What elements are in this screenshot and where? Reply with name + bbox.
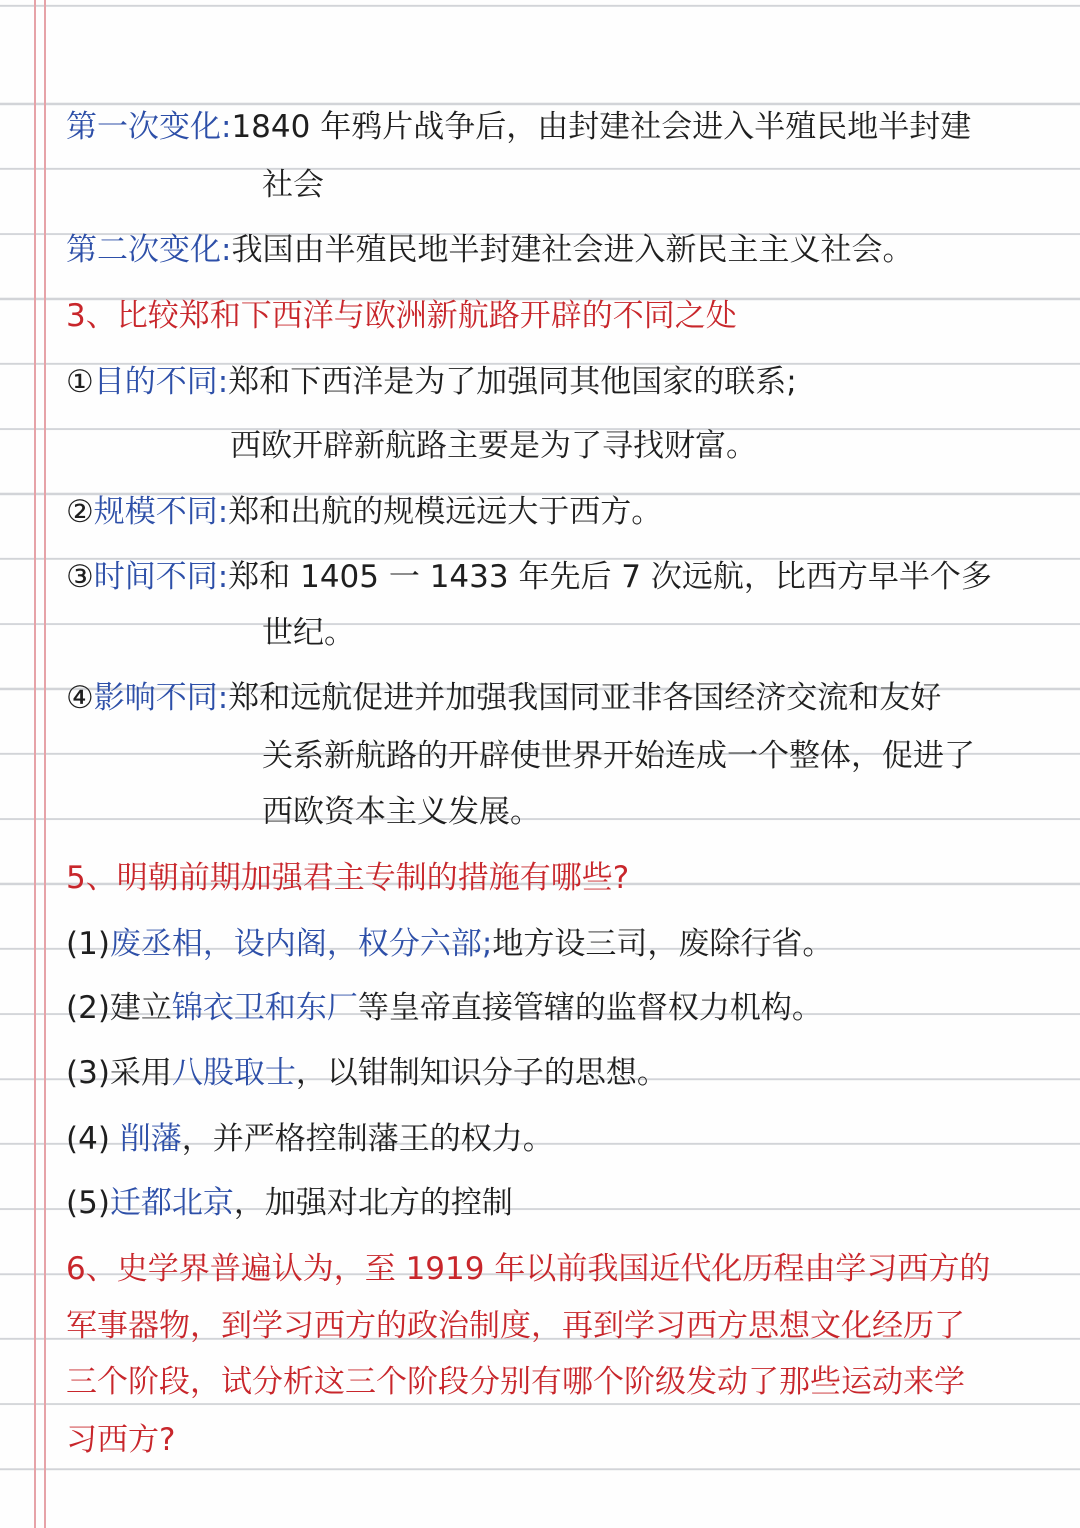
measure-3-text: ，以钳制知识分子的思想。	[295, 1055, 668, 1091]
measure-1-line	[66, 924, 833, 964]
measure-3-highlight: 八股取士	[171, 1055, 296, 1091]
difference-impact-text-cont: 关系新航路的开辟使世界开始连成一个整体，促进了	[262, 738, 975, 774]
item-number: ①	[66, 364, 94, 400]
measure-5-highlight: 迁都北京	[109, 1185, 234, 1221]
measure-3-line	[66, 1053, 668, 1093]
difference-time-continuation	[262, 613, 355, 653]
first-change-text: 1840 年鸦片战争后，由封建社会进入半殖民地半封建	[231, 109, 972, 145]
second-change-line	[66, 230, 913, 270]
difference-purpose-line	[66, 362, 797, 402]
measure-2-highlight: 锦衣卫和东厂	[171, 990, 358, 1026]
question-6-line-2: 军事器物，到学习西方的政治制度，再到学习西方思想文化经历了	[66, 1308, 965, 1344]
difference-scale-label: 规模不同:	[93, 494, 229, 530]
question-5-heading: 5、明朝前期加强君主专制的措施有哪些?	[66, 860, 630, 896]
difference-time-text: 郑和 1405 一 1433 年先后 7 次远航，比西方早半个多	[228, 559, 992, 595]
item-number: (2)	[66, 990, 110, 1026]
difference-impact-label: 影响不同:	[93, 680, 229, 716]
measure-5-text: ，加强对北方的控制	[233, 1185, 513, 1221]
item-number: (4)	[66, 1121, 120, 1157]
first-change-line	[66, 107, 971, 147]
difference-impact-line	[66, 678, 941, 718]
item-number: ④	[66, 680, 94, 716]
measure-1-text: 地方设三司，废除行省。	[492, 926, 834, 962]
measure-2-prefix: 建立	[109, 990, 172, 1026]
measure-2-text: 等皇帝直接管辖的监督权力机构。	[357, 990, 823, 1026]
second-change-label: 第二次变化:	[66, 232, 232, 268]
difference-scale-line	[66, 492, 662, 532]
first-change-continuation	[262, 165, 324, 205]
difference-purpose-continuation	[230, 426, 757, 466]
item-number: ②	[66, 494, 94, 530]
question-6-line-4: 习西方?	[66, 1422, 176, 1458]
measure-3-prefix: 采用	[109, 1055, 172, 1091]
difference-purpose-text-cont: 西欧开辟新航路主要是为了寻找财富。	[230, 428, 757, 464]
measure-2-line	[66, 988, 823, 1028]
difference-impact-continuation-1	[262, 736, 975, 776]
item-number: (3)	[66, 1055, 110, 1091]
difference-purpose-text: 郑和下西洋是为了加强同其他国家的联系;	[228, 364, 797, 400]
first-change-text-cont: 社会	[262, 167, 324, 203]
margin-line-right	[44, 0, 46, 1528]
question-3-heading: 3、比较郑和下西洋与欧洲新航路开辟的不同之处	[66, 298, 737, 334]
measure-4-highlight: 削藩	[119, 1121, 182, 1157]
difference-time-text-cont: 世纪。	[262, 615, 355, 651]
question-6-line-1: 6、史学界普遍认为，至 1919 年以前我国近代化历程由学习西方的	[66, 1251, 991, 1287]
question-6-line-3: 三个阶段，试分析这三个阶段分别有哪个阶级发动了那些运动来学	[66, 1364, 965, 1400]
item-number: (5)	[66, 1185, 110, 1221]
measure-5-line	[66, 1183, 513, 1223]
measure-4-line	[66, 1119, 554, 1159]
difference-scale-text: 郑和出航的规模远远大于西方。	[228, 494, 663, 530]
item-number: (1)	[66, 926, 110, 962]
second-change-text: 我国由半殖民地半封建社会进入新民主主义社会。	[231, 232, 914, 268]
difference-time-line	[66, 557, 992, 597]
difference-time-label: 时间不同:	[93, 559, 229, 595]
item-number: ③	[66, 559, 94, 595]
measure-1-highlight: 废丞相，设内阁，权分六部;	[109, 926, 493, 962]
difference-impact-continuation-2	[262, 792, 541, 832]
measure-4-text: ，并严格控制藩王的权力。	[181, 1121, 554, 1157]
difference-impact-text: 郑和远航促进并加强我国同亚非各国经济交流和友好	[228, 680, 942, 716]
margin-line-left	[34, 0, 36, 1528]
difference-impact-text-cont: 西欧资本主义发展。	[262, 794, 541, 830]
first-change-label: 第一次变化:	[66, 109, 232, 145]
difference-purpose-label: 目的不同:	[93, 364, 229, 400]
